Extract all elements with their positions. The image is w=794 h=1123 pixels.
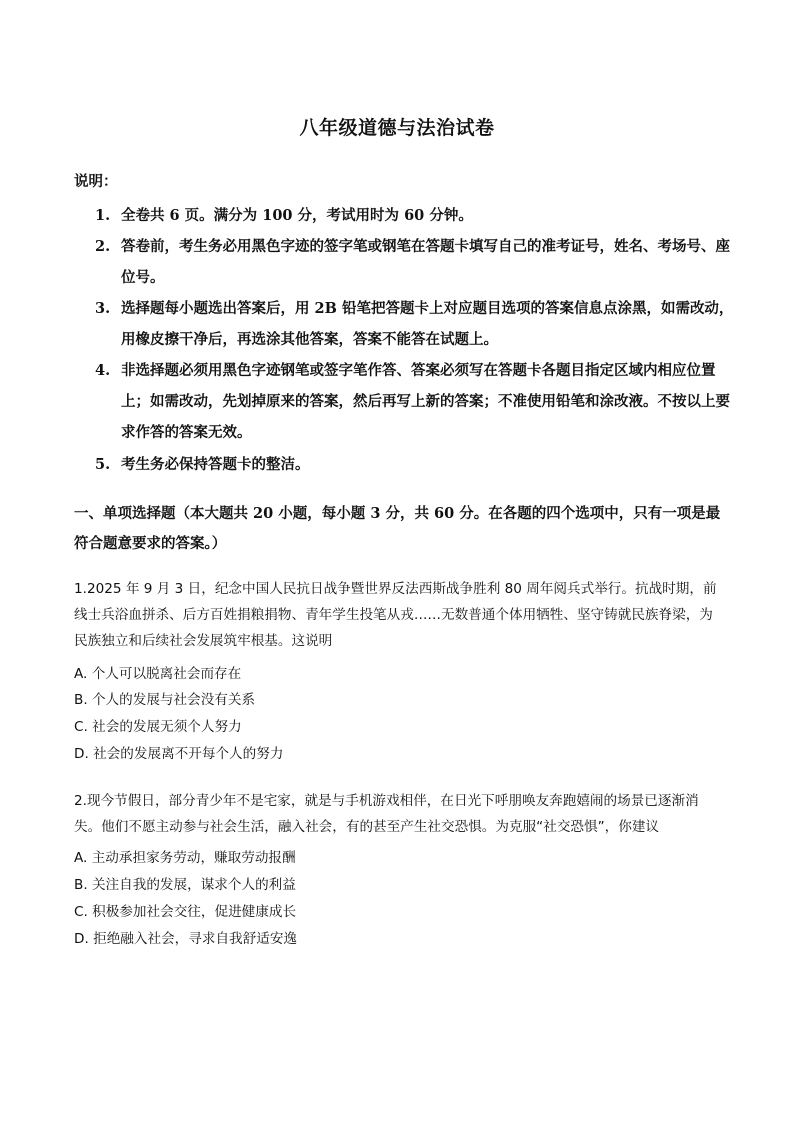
- instruction-number: 4.: [95, 362, 111, 379]
- instruction-item: [95, 355, 735, 448]
- instruction-number: 1.: [95, 207, 111, 224]
- instruction-item: [95, 449, 735, 480]
- instructions-label: 说明：: [74, 173, 118, 190]
- answer-option: C. 积极参加社会交往，促进健康成长: [74, 904, 297, 920]
- instruction-text: 考生务必保持答题卡的整洁。: [121, 456, 310, 473]
- instruction-number: 5.: [95, 456, 111, 473]
- answer-option: C. 社会的发展无须个人努力: [74, 719, 242, 735]
- answer-option: D. 社会的发展离不开每个人的努力: [74, 746, 284, 762]
- question-stem: 2.现今节假日，部分青少年不是宅家，就是与手机游戏相伴，在日光下呼朋唤友奔跑嬉闹的场景已逐渐消失。他们不愿主动参与社会生活，融入社会，有的甚至产生社交恐惧。为克服“社交恐惧”，你建议: [74, 793, 699, 835]
- page-title: 八年级道德与法治试卷: [299, 117, 495, 139]
- instruction-number: 2.: [95, 238, 111, 255]
- answer-option: D. 拒绝融入社会，寻求自我舒适安逸: [74, 931, 298, 947]
- instruction-text: 选择题每小题选出答案后，用 2B 铅笔把答题卡上对应题目选项的答案信息点涂黑，如需改动，用橡皮擦干净后，再选涂其他答案，答案不能答在试题上。: [121, 300, 734, 348]
- instruction-item: [95, 231, 735, 293]
- answer-option: B. 关注自我的发展，谋求个人的利益: [74, 877, 296, 893]
- answer-option: A. 主动承担家务劳动，赚取劳动报酬: [74, 850, 296, 866]
- instruction-text: 全卷共 6 页。满分为 100 分，考试用时为 60 分钟。: [121, 207, 473, 224]
- answer-option: A. 个人可以脱离社会而存在: [74, 666, 242, 682]
- instruction-text: 非选择题必须用黑色字迹钢笔或签字笔作答、答案必须写在答题卡各题目指定区域内相应位置上；如需改动，先划掉原来的答案，然后再写上新的答案；不准使用铅笔和涂改液。不按以上要求作答的答案无效。: [121, 362, 730, 441]
- section-heading: 一、单项选择题（本大题共 20 小题，每小题 3 分，共 60 分。在各题的四个选项中，只有一项是最符合题意要求的答案。）: [74, 505, 721, 552]
- answer-option: B. 个人的发展与社会没有关系: [74, 692, 256, 708]
- instruction-number: 3.: [95, 300, 111, 317]
- question-stem: 1.2025 年 9 月 3 日，纪念中国人民抗日战争暨世界反法西斯战争胜利 80 周年阅兵式举行。抗战时期，前线士兵浴血拼杀、后方百姓捐粮捐物、青年学生投笔从戎……无数普通个体用牺牲、坚守铸就民族脊梁，为民族独立和后续社会发展筑牢根基。这说明: [74, 581, 717, 649]
- instruction-item: [95, 200, 735, 231]
- instruction-item: [95, 293, 735, 355]
- instruction-text: 答卷前，考生务必用黑色字迹的签字笔或钢笔在答题卡填写自己的准考证号，姓名、考场号、座位号。: [121, 238, 730, 286]
